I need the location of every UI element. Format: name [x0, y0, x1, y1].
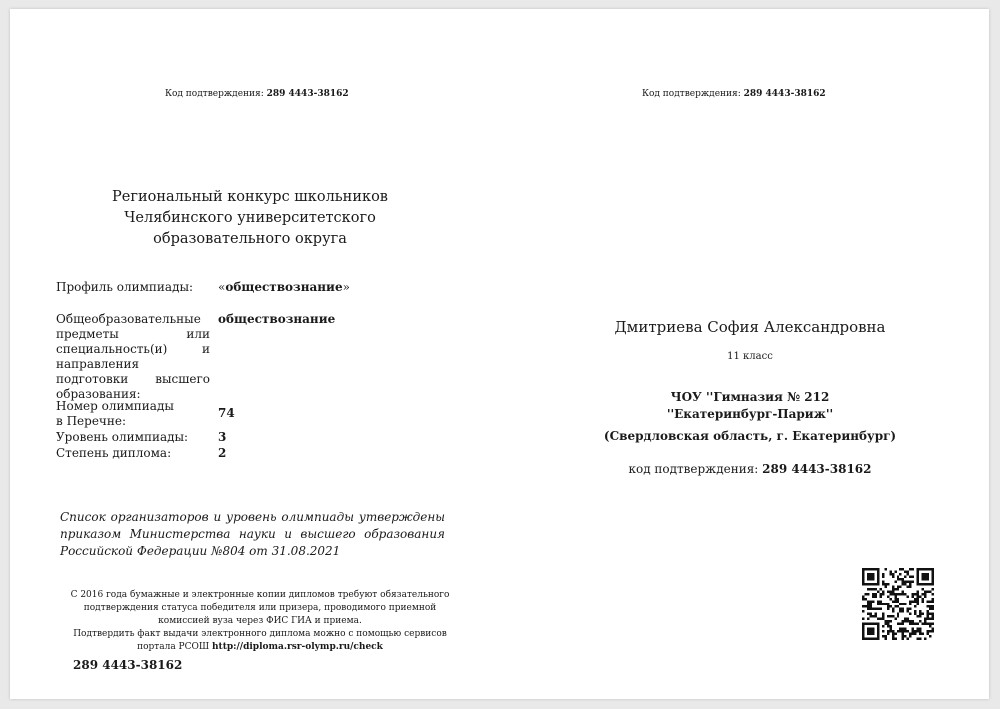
- bottom-code: 289 4443-38162: [73, 658, 183, 672]
- confirm-code-value: 289 4443-38162: [762, 462, 872, 476]
- diploma-sheet: [10, 9, 989, 699]
- diploma-degree-label: Степень диплома:: [56, 446, 172, 460]
- grade: 11 класс: [727, 351, 773, 362]
- title-line-1: Региональный конкурс школьников: [112, 189, 388, 205]
- title-line-2: Челябинского университетского: [124, 210, 376, 226]
- olympiad-number-label-line2: в Перечне:: [56, 414, 126, 428]
- profile-open-quote: «: [218, 280, 226, 294]
- olympiad-number-label: [56, 399, 174, 429]
- title-line-3: образовательного округа: [153, 231, 347, 247]
- subjects-value: обществознание: [218, 312, 336, 326]
- school-line-1: ЧОУ ''Гимназия № 212: [670, 390, 830, 404]
- olympiad-number-value: 74: [218, 406, 235, 420]
- notice-line-2: [60, 628, 460, 654]
- region: (Свердловская область, г. Екатеринбург): [603, 429, 897, 443]
- left-header-label: Код подтверждения:: [165, 89, 264, 99]
- notice-block: [60, 589, 460, 654]
- right-header-label: Код подтверждения:: [642, 89, 741, 99]
- diploma-degree-value: 2: [218, 446, 227, 460]
- olympiad-number-label-line1: Номер олимпиады: [56, 399, 174, 413]
- ministry-note: Список организаторов и уровень олимпиады утверждены приказом Министерства науки и высшего образования Российской Федерации №804 от 31.08.2021: [60, 510, 445, 558]
- right-header-code-value: 289 4443-38162: [743, 89, 826, 99]
- school-line-2: ''Екатеринбург-Париж'': [666, 407, 834, 421]
- level-value: 3: [218, 430, 227, 444]
- left-header-code: [165, 89, 349, 99]
- qr-code-icon: [862, 568, 934, 640]
- subjects-label: Общеобразовательные предметы или специальность(и) и направления подготовки высшего образования:: [56, 312, 210, 401]
- student-name: Дмитриева София Александровна: [614, 318, 886, 336]
- profile-label: Профиль олимпиады:: [56, 280, 194, 294]
- profile-value: обществознание: [225, 280, 343, 294]
- school-name: [590, 389, 910, 423]
- left-header-code-value: 289 4443-38162: [266, 89, 349, 99]
- right-header-code: [642, 89, 826, 99]
- confirm-code: [590, 462, 910, 476]
- notice-line-2-prefix: Подтвердить факт выдачи электронного диплома можно с помощью сервисов портала РСОШ: [73, 629, 447, 652]
- competition-title: [100, 187, 400, 250]
- level-label: Уровень олимпиады:: [56, 430, 189, 444]
- profile-value-wrap: [218, 280, 350, 294]
- notice-url-link[interactable]: http://diploma.rsr-olymp.ru/check: [212, 642, 383, 652]
- notice-line-1: С 2016 года бумажные и электронные копии дипломов требуют обязательного подтверждения статуса победителя или призера, проводимого приемной комиссией вуза через ФИС ГИА и приема.: [70, 590, 450, 626]
- confirm-label: код подтверждения:: [628, 462, 759, 476]
- profile-close-quote: »: [342, 280, 350, 294]
